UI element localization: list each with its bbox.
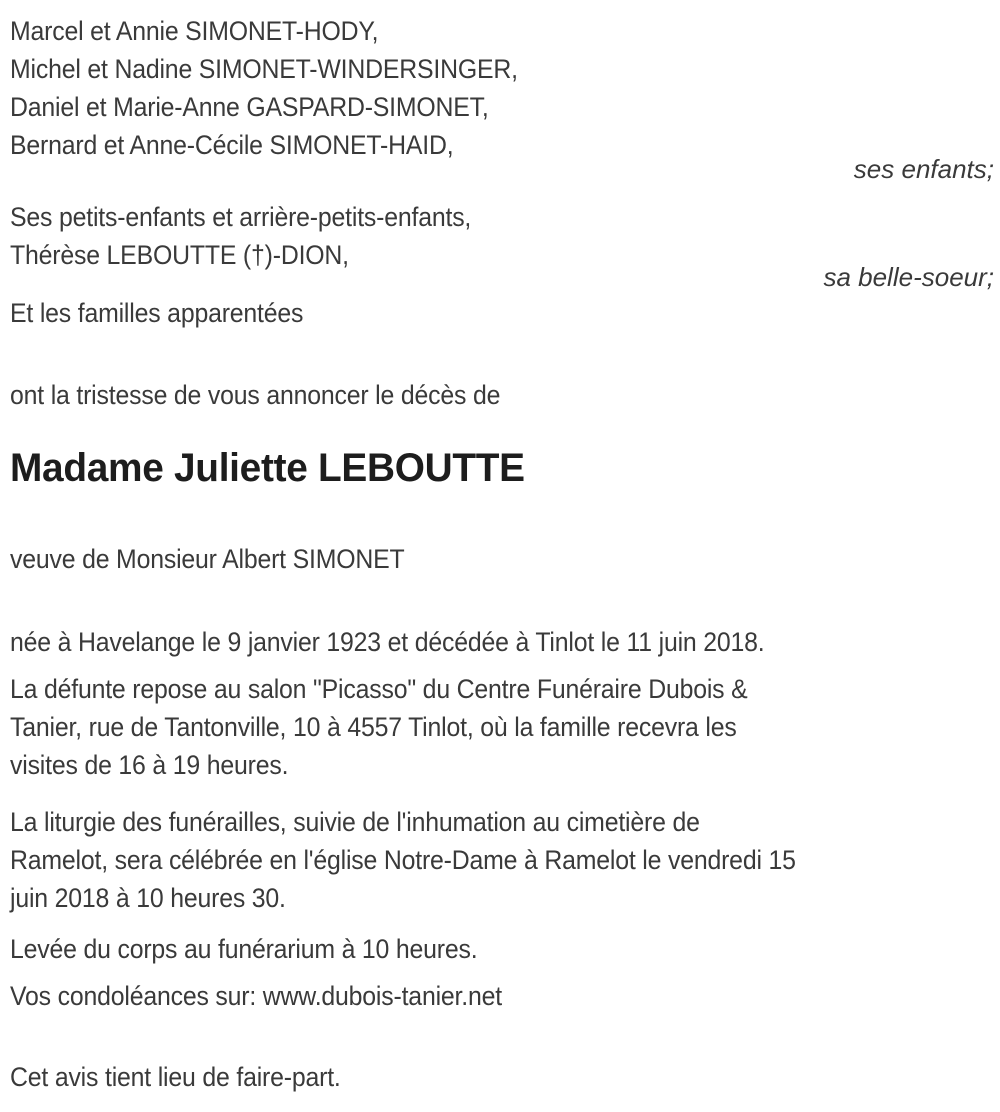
- announcement-intro-line: ont la tristesse de vous annoncer le décès de: [10, 380, 501, 410]
- repose-line: La défunte repose au salon "Picasso" du Centre Funéraire Dubois &: [10, 674, 748, 704]
- repose-line: visites de 16 à 19 heures.: [10, 750, 289, 780]
- relatives-line: Thérèse LEBOUTTE (†)-DION,: [10, 240, 349, 270]
- funeral-line: La liturgie des funérailles, suivie de l'inhumation au cimetière de: [10, 807, 700, 837]
- children-name-line: Michel et Nadine SIMONET-WINDERSINGER,: [10, 54, 518, 84]
- deceased-name-title: Madame Juliette LEBOUTTE: [10, 446, 525, 490]
- relation-label-sister-in-law: sa belle-soeur;: [823, 262, 994, 292]
- children-name-line: Marcel et Annie SIMONET-HODY,: [10, 16, 379, 46]
- funeral-paragraph: [10, 803, 994, 917]
- children-name-line: Daniel et Marie-Anne GASPARD-SIMONET,: [10, 92, 489, 122]
- condolences-prefix: Vos condoléances sur:: [10, 981, 263, 1011]
- relatives-block: [10, 198, 994, 274]
- condolences-url: www.dubois-tanier.net: [262, 981, 502, 1011]
- funeral-line: juin 2018 à 10 heures 30.: [10, 883, 286, 913]
- closing-line: Cet avis tient lieu de faire-part.: [10, 1062, 341, 1092]
- funeral-line: Ramelot, sera célébrée en l'église Notre-Dame à Ramelot le vendredi 15: [10, 845, 796, 875]
- children-name-line: Bernard et Anne-Cécile SIMONET-HAID,: [10, 130, 454, 160]
- birth-death-line: née à Havelange le 9 janvier 1923 et décédée à Tinlot le 11 juin 2018.: [10, 627, 765, 657]
- children-names-block: [10, 12, 994, 164]
- levee-du-corps-line: Levée du corps au funérarium à 10 heures.: [10, 934, 478, 964]
- related-families-line: Et les familles apparentées: [10, 298, 304, 328]
- repose-line: Tanier, rue de Tantonville, 10 à 4557 Tinlot, où la famille recevra les: [10, 712, 737, 742]
- widow-line: veuve de Monsieur Albert SIMONET: [10, 544, 405, 574]
- relation-label-children: ses enfants;: [853, 154, 994, 184]
- repose-paragraph: [10, 670, 994, 784]
- relatives-line: Ses petits-enfants et arrière-petits-enfants,: [10, 202, 472, 232]
- condolences-line: [10, 977, 915, 1015]
